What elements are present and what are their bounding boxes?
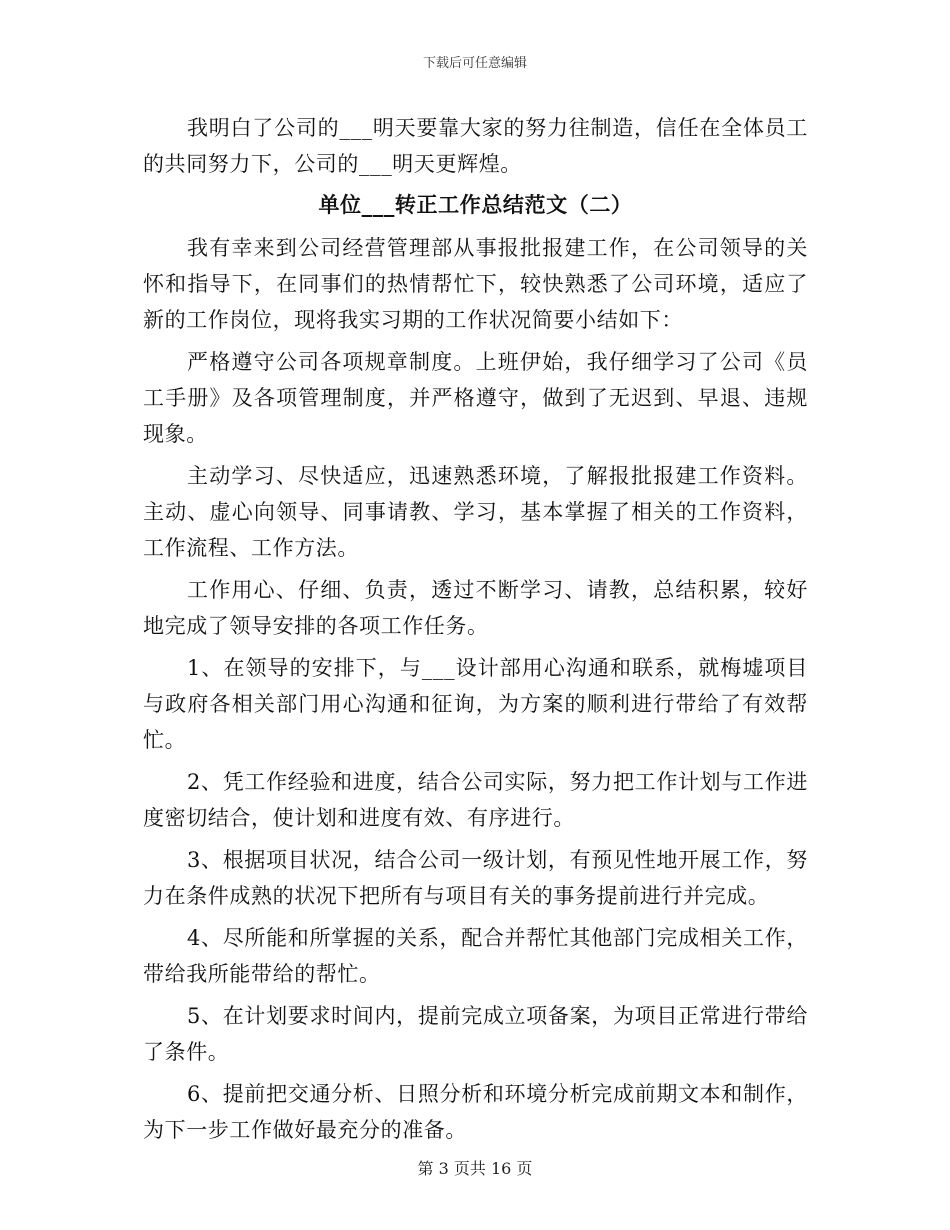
list-item-3: 3、根据项目状况，结合公司一级计划，有预见性地开展工作，努力在条件成熟的状况下把所有与项目有关的事务提前进行并完成。 [143, 848, 808, 908]
list-item-5: 5、在计划要求时间内，提前完成立项备案，为项目正常进行带给了条件。 [143, 1004, 808, 1064]
page-footer: 第 3 页共 16 页 [417, 1159, 533, 1178]
list-item-6: 6、提前把交通分析、日照分析和环境分析完成前期文本和制作，为下一步工作做好最充分的准备。 [143, 1082, 808, 1142]
list-item-2: 2、凭工作经验和进度，结合公司实际，努力把工作计划与工作进度密切结合，使计划和进度有效、有序进行。 [143, 770, 808, 830]
page-header: 下载后可任意编辑 [422, 56, 527, 71]
paragraph-4: 工作用心、仔细、负责，透过不断学习、请教，总结积累，较好地完成了领导安排的各项工作任务。 [143, 578, 808, 638]
section-title: 单位___转正工作总结范文（二） [318, 192, 633, 217]
paragraph-1: 我有幸来到公司经营管理部从事报批报建工作，在公司领导的关怀和指导下，在同事们的热情帮忙下，较快熟悉了公司环境，适应了新的工作岗位，现将我实习期的工作状况简要小结如下： [143, 236, 808, 332]
list-item-4: 4、尽所能和所掌握的关系，配合并帮忙其他部门完成相关工作，带给我所能带给的帮忙。 [143, 926, 808, 986]
list-item-1: 1、在领导的安排下，与___设计部用心沟通和联系，就梅墟项目与政府各相关部门用心沟通和征询，为方案的顺利进行带给了有效帮忙。 [143, 656, 808, 752]
paragraph-2: 严格遵守公司各项规章制度。上班伊始，我仔细学习了公司《员工手册》及各项管理制度，并严格遵守，做到了无迟到、早退、违规现象。 [143, 350, 808, 446]
document-body [143, 110, 808, 1148]
intro-paragraph: 我明白了公司的___明天要靠大家的努力往制造，信任在全体员工的共同努力下，公司的___明天更辉煌。 [143, 116, 808, 176]
paragraph-3: 主动学习、尽快适应，迅速熟悉环境，了解报批报建工作资料。主动、虚心向领导、同事请教、学习，基本掌握了相关的工作资料，工作流程、工作方法。 [143, 464, 808, 560]
